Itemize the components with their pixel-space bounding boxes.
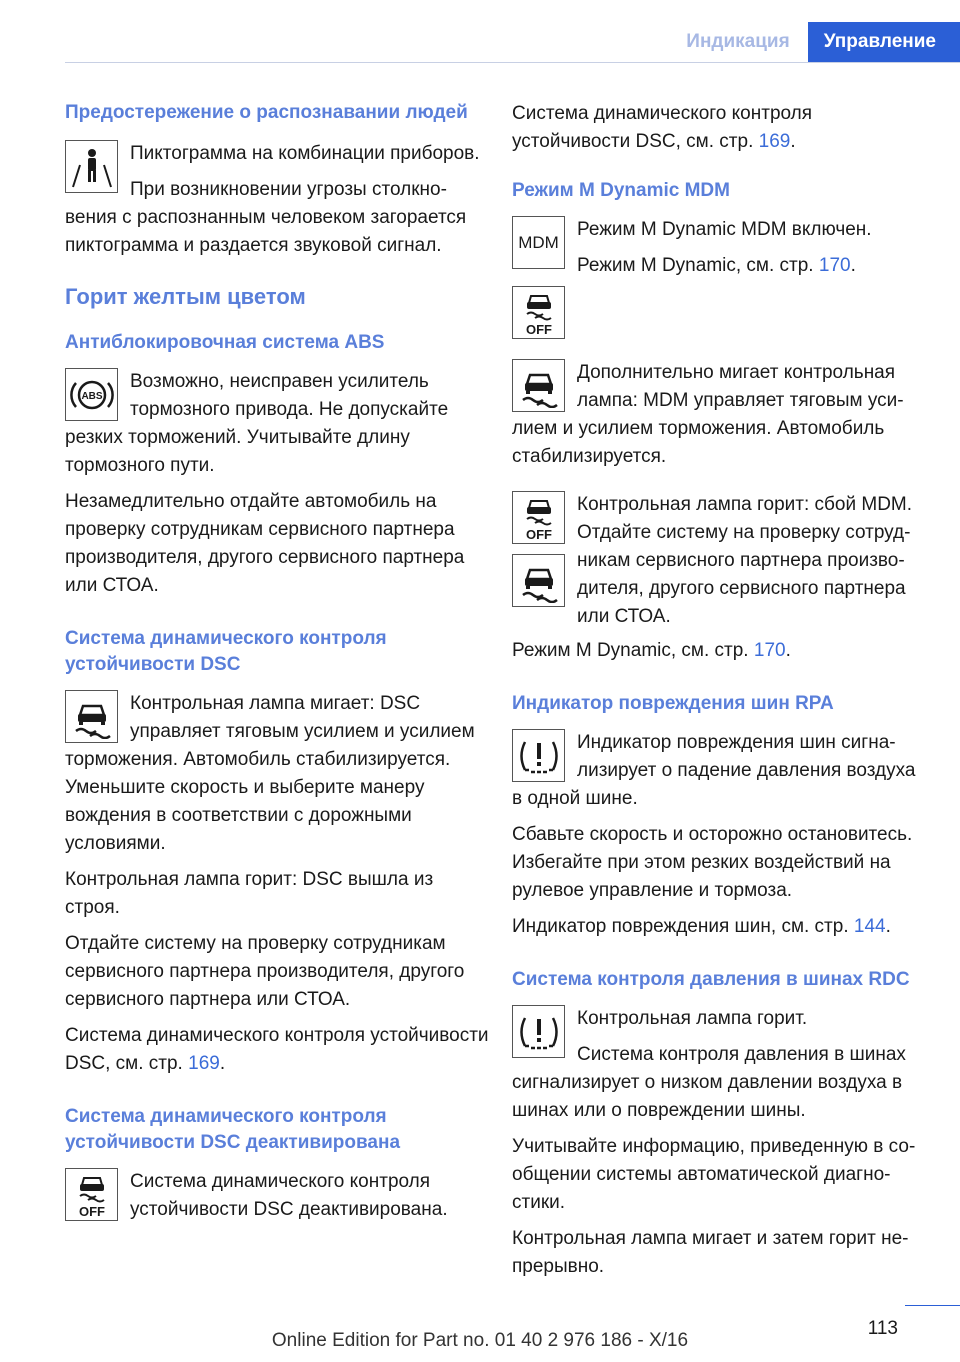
dsc-off-icon-mdm-text: OFF [525, 321, 552, 337]
abs-text-2: Незамедлительно отдайте автомобиль на проверку сотрудникам сервисного партнера производителя, другого сервисного партнера или СТОА. [65, 491, 465, 596]
header-tabs [668, 22, 960, 62]
section-title-abs: Антиблокировочная система ABS [65, 332, 385, 353]
rdc-text-2: Система контроля давления в шинах сигнализирует о низком давлении воздуха в шинах или о повреждении шины. [512, 1044, 906, 1121]
mdm-icon-text: MDM [518, 232, 559, 252]
page-link-144[interactable]: 144 [853, 916, 886, 937]
tire-warning-icon [512, 729, 565, 782]
page-link-169[interactable]: 169 [188, 1053, 220, 1074]
mdm-text-3: Дополнительно мигает контрольная лампа: MDM управляет тяговым усилием и усилием торможения. Автомобиль стабилизируется. [512, 362, 904, 467]
right-column [512, 100, 928, 1281]
dsc-text-4: Система динамического контроля устойчивости DSC, см. стр. 169. [65, 1025, 489, 1074]
mdm-failure-icons [512, 491, 565, 607]
mdm-text-1: Режим M Dynamic MDM включен. [577, 219, 872, 240]
dsc-skid-icon-mdm [512, 359, 565, 412]
section-title-mdm: Режим M Dynamic MDM [512, 180, 730, 201]
tab-indication[interactable]: Индикация [686, 31, 790, 52]
mdm-icon [512, 216, 565, 269]
footer-divider [905, 1305, 960, 1306]
rdc-text-3: Учитывайте информацию, приведенную в сообщении системы автоматической диагностики. [512, 1136, 916, 1213]
header-divider [65, 62, 960, 63]
tire-pressure-icon [512, 1005, 565, 1058]
edition-footer: Online Edition for Part no. 01 40 2 976 186 - X/16 [271, 1330, 689, 1351]
mdm-text-5: Режим M Dynamic, см. стр. 170. [512, 640, 791, 661]
dsc-off-icon [65, 1168, 118, 1221]
person-warning-text-1: Пиктограмма на комбинации приборов. [130, 143, 480, 164]
rpa-text-2: Сбавьте скорость и осторожно остановитесь. Избегайте при этом резких воздействий на рулевое управление и тормоза. [512, 824, 913, 901]
section-title-person-warning: Предостережение о распознавании людей [65, 102, 468, 123]
abs-text-1: Возможно, неисправен усилитель тормозного привода. Не допускайте резких торможений. Учитывайте длину тормозного пути. [65, 371, 449, 476]
heading-yellow: Горит желтым цветом [65, 284, 306, 309]
rpa-text-3: Индикатор повреждения шин, см. стр. 144. [512, 916, 891, 937]
page-number: 113 [867, 1318, 898, 1339]
dsc-text-2: Контрольная лампа горит: DSC вышла из строя. [65, 869, 434, 918]
mdm-text-4: Контрольная лампа горит: сбой MDM. Отдайте систему на проверку сотрудникам сервисного партнера производителя, другого сервисного партнера или СТОА. [577, 494, 913, 627]
dsc-off-text: Система динамического контроля устойчивости DSC деактивирована. [130, 1171, 448, 1220]
dsc-off-icon-failure [512, 491, 565, 544]
abs-icon-text: ABS [80, 390, 103, 402]
page-link-170[interactable]: 170 [818, 255, 851, 276]
dsc-off-icon-failure-text: OFF [525, 526, 552, 542]
section-title-rdc: Система контроля давления в шинах RDC [512, 969, 910, 990]
dsc-off-icon-mdm [512, 286, 565, 339]
dsc-off-icon-text: OFF [78, 1203, 105, 1219]
rdc-text-1: Контрольная лампа горит. [577, 1008, 808, 1029]
section-title-dsc-off: Система динамического контроля устойчивости DSC деактивирована [65, 1106, 401, 1153]
person-warning-text-2: При возникновении угрозы столкновения с распознанным человеком загорается пиктограмма и раздается звуковой сигнал. [65, 179, 467, 256]
rpa-text-1: Индикатор повреждения шин сигнализирует о падение давления воздуха в одной шине. [512, 732, 916, 809]
tab-controls[interactable]: Управление [808, 22, 960, 62]
mdm-text-2: Режим M Dynamic, см. стр. 170. [577, 255, 856, 276]
dsc-skid-icon-failure [512, 554, 565, 607]
dsc-skid-icon [65, 690, 118, 743]
dsc-text-1: Контрольная лампа мигает: DSC управляет тяговым усилием и усилием торможения. Автомобиль стабилизируется. Уменьшите скорость и выберите манеру вождения в соответствии с дорожными условиями. [65, 693, 475, 854]
rdc-text-4: Контрольная лампа мигает и затем горит непрерывно. [512, 1228, 909, 1277]
abs-icon [65, 368, 118, 421]
section-title-dsc: Система динамического контроля устойчивости DSC [65, 628, 387, 675]
pedestrian-warning-icon [65, 140, 118, 193]
page-link-170-b[interactable]: 170 [753, 640, 786, 661]
dsc-text-3: Отдайте систему на проверку сотрудникам сервисного партнера производителя, другого сервисного партнера или СТОА. [65, 933, 465, 1010]
section-title-rpa: Индикатор повреждения шин RPA [512, 693, 834, 714]
dsc-ref-text: Система динамического контроля устойчивости DSC, см. стр. 169. [512, 103, 813, 152]
left-column [65, 100, 490, 1224]
page-link-169-right[interactable]: 169 [758, 131, 791, 152]
